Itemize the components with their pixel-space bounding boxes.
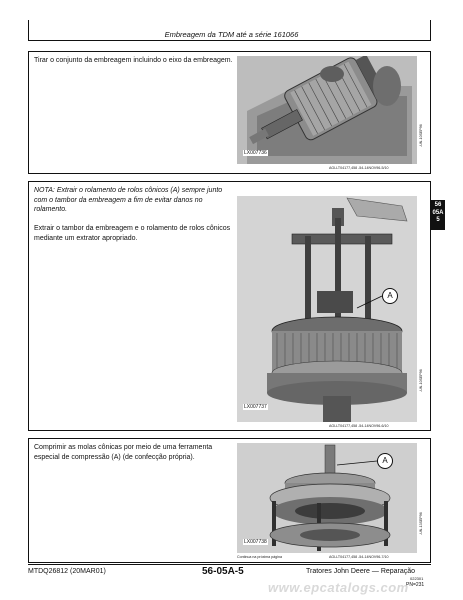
tab-line-2: 05A — [432, 209, 444, 216]
header-rule — [28, 40, 431, 41]
footer-code: 022301 — [410, 576, 424, 581]
header-left-tick — [28, 20, 29, 40]
photo-label-2: LX007737 — [244, 404, 267, 410]
step-panel-2 — [28, 181, 431, 431]
side-reference-3: -UN-13SEP96 — [419, 512, 423, 535]
photo-label-3: LX007738 — [244, 539, 267, 545]
document-reference-1: AGLLT04177,458 -54-14NOV96-5/10 — [329, 166, 389, 170]
footer-page-id: PN=231 — [406, 582, 425, 588]
document-reference-2: AGLLT04177,458 -54-14NOV96-6/10 — [329, 424, 389, 428]
footer-page-number: 56-05A-5 — [202, 566, 244, 577]
step-2-text: Extrair o tambor da embreagem e o rolamento de rolos cônicos mediante um extrator apropriado. — [34, 225, 231, 242]
step-1-text: Tirar o conjunto da embreagem incluindo o eixo da embreagem. — [34, 57, 233, 64]
puller-drum-illustration — [237, 196, 417, 422]
callout-a-2: A — [382, 288, 398, 304]
watermark: www.epcatalogs.com — [268, 580, 409, 595]
step-panel-3 — [28, 438, 431, 563]
note-block — [34, 186, 234, 215]
footer-rule — [28, 564, 431, 565]
note-prefix: NOTA: — [34, 187, 55, 194]
callout-a-3: A — [377, 453, 393, 469]
footer-title: Tratores John Deere — Reparação — [306, 568, 416, 575]
side-reference-2: -UN-10SEP96 — [419, 369, 423, 392]
clutch-removal-photo — [237, 56, 417, 164]
photo-label-1: LX007736 — [244, 150, 267, 156]
step-3-text: Comprimir as molas cônicas por meio de uma ferramenta especial de compressão (A) (de confecção própria). — [34, 444, 213, 461]
step-panel-1 — [28, 51, 431, 174]
footer-doc-id: MTDQ26812 (20MAR01) — [28, 568, 106, 575]
document-reference-3: AGLLT04177,458 -54-14NOV96-7/10 — [329, 555, 389, 559]
note-text: Extrair o rolamento de rolos cônicos (A) sempre junto com o tambor da embreagem a fim de evitar danos no rolamento. — [34, 187, 223, 213]
drum-puller-photo — [237, 196, 417, 422]
spring-compression-photo — [237, 443, 417, 553]
tab-line-3: 5 — [436, 217, 440, 223]
page-header-title: Embreagem da TDM até a série 161066 — [164, 30, 299, 39]
clutch-assembly-illustration — [237, 56, 417, 164]
section-tab — [431, 200, 445, 230]
tab-line-1: 56 — [434, 202, 442, 208]
continued-note: Continua na próxima página — [237, 555, 282, 559]
side-reference-1: -UN-10SEP96 — [419, 124, 423, 147]
header-right-tick — [430, 20, 431, 40]
